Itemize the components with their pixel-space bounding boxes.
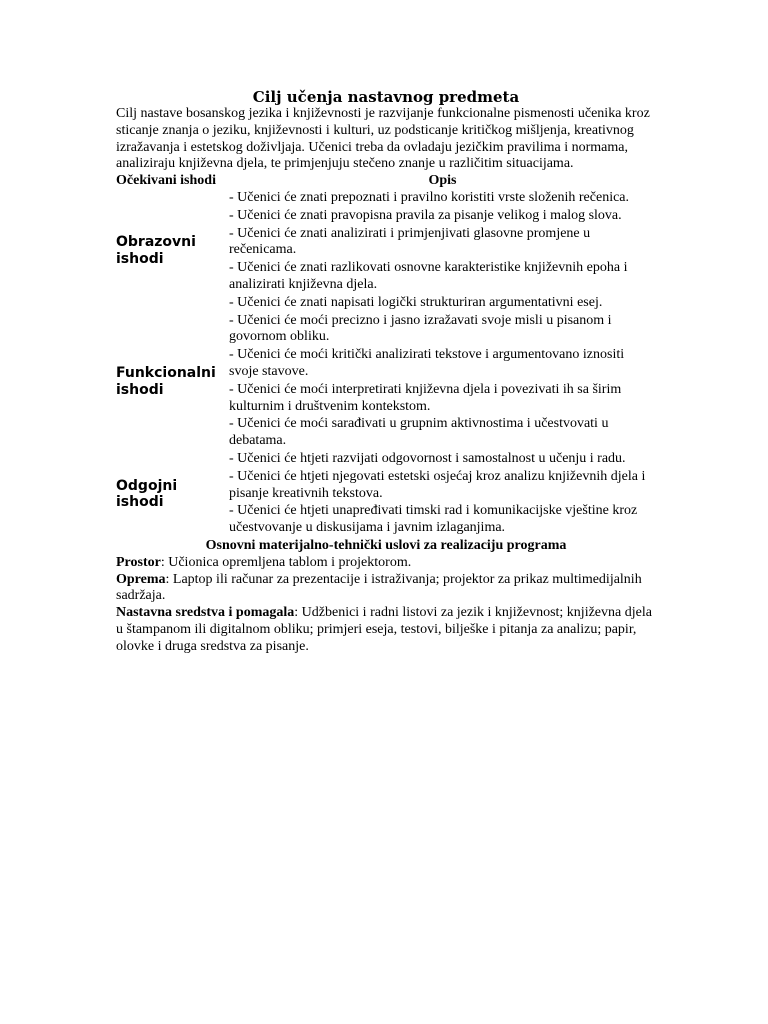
- row-description: [229, 190, 656, 313]
- list-item: - Učenici će znati prepoznati i pravilno koristiti vrste složenih rečenica.: [229, 189, 630, 205]
- list-item: - Učenici će znati napisati logički strukturiran argumentativni esej.: [229, 294, 603, 310]
- section-heading-conditions: Osnovni materijalno-tehnički uslovi za realizaciju programa: [205, 537, 567, 553]
- paragraph-space: [116, 555, 656, 572]
- list-item: - Učenici će moći interpretirati književna djela i povezivati ih sa širim kulturnim i društvenim kontekstom.: [229, 381, 622, 414]
- paragraph-teaching-aids: [116, 605, 656, 655]
- list-item: - Učenici će htjeti njegovati estetski osjećaj kroz analizu književnih djela i pisanje kreativnih tekstova.: [229, 468, 646, 501]
- list-item: - Učenici će znati analizirati i primjenjivati glasovne promjene u rečenicama.: [229, 225, 591, 258]
- list-item: - Učenici će znati pravopisna pravila za pisanje velikog i malog slova.: [229, 207, 622, 223]
- label-equipment: Oprema: [116, 571, 166, 587]
- paragraph-equipment: [116, 572, 656, 606]
- list-item: - Učenici će htjeti unapređivati timski rad i komunikacijske vještine kroz učestvovanje u diskusijama i javnim izlaganjima.: [229, 503, 638, 536]
- row-category-educational: Obrazovni ishodi: [116, 234, 196, 268]
- list-item: - Učenici će znati razlikovati osnovne karakteristike književnih epoha i analizirati književna djela.: [229, 260, 628, 292]
- header-expected-outcomes: Očekivani ishodi: [116, 173, 216, 189]
- list-item: - Učenici će moći kritički analizirati tekstove i argumentovano iznositi svoje stavove.: [229, 347, 625, 379]
- list-item: - Učenici će htjeti razvijati odgovornost i samostalnost u učenju i radu.: [229, 450, 626, 466]
- header-description: Opis: [428, 173, 457, 189]
- document-content: [116, 88, 656, 656]
- intro-paragraph: Cilj nastave bosanskog jezika i književnosti je razvijanje funkcionalne pismenosti učenika kroz sticanje znanja o jeziku, književnosti i kulturi, uz podsticanje kritičkog mišljenja, kreativnog izražavanja i estetskog doživljaja. Učenici treba da ovladaju jezičkim pravilima i normama, analiziraju književna djela, te primjenjuju stečeno znanje u različitim situacijama.: [116, 106, 650, 172]
- row-description: [229, 313, 656, 451]
- list-item: - Učenici će moći precizno i jasno izražavati svoje misli u pisanom i govornom obliku.: [229, 312, 612, 345]
- label-space: Prostor: [116, 554, 161, 570]
- text-space: : Učionica opremljena tablom i projektorom.: [160, 554, 412, 570]
- outcomes-table: [116, 173, 656, 538]
- label-teaching-aids: Nastavna sredstva i pomagala: [116, 605, 295, 621]
- text-equipment: : Laptop ili računar za prezentacije i istraživanja; projektor za prikaz multimedijalnih sadržaja.: [116, 571, 642, 604]
- page-title: Cilj učenja nastavnog predmeta: [252, 88, 520, 106]
- table-header-row: [116, 173, 656, 190]
- table-row: [116, 190, 656, 313]
- text-teaching-aids: : Udžbenici i radni listovi za jezik i književnost; književna djela u štampanom ili digitalnom obliku; primjeri eseja, testovi, bilješke i pitanja za analizu; papir, olovke i druga sredstva za pisanje.: [116, 605, 652, 654]
- row-category-upbringing: Odgojni ishodi: [116, 477, 178, 511]
- row-description: [229, 451, 656, 538]
- row-category-functional: Funkcionalni ishodi: [116, 364, 216, 398]
- list-item: - Učenici će moći sarađivati u grupnim aktivnostima i učestvovati u debatama.: [229, 416, 609, 449]
- table-row: [116, 451, 656, 538]
- table-row: [116, 313, 656, 451]
